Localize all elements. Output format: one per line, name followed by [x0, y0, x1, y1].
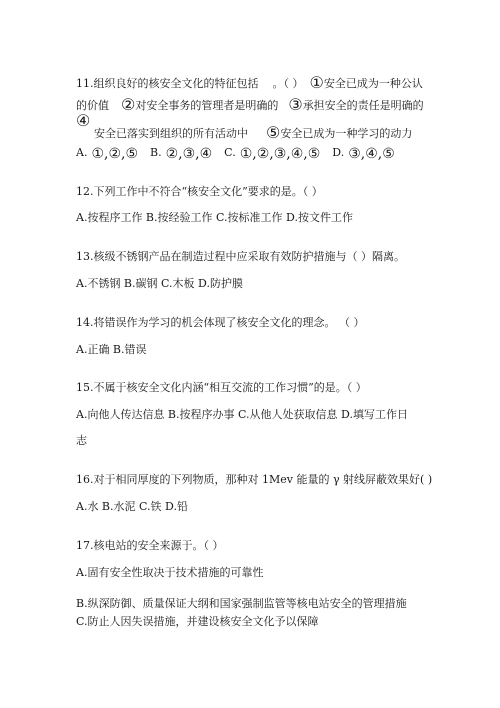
question-11-blank: 。（ ）	[272, 77, 304, 90]
question-16-stem: 16.对于相同厚度的下列物质，那种对 1Mev 能量的 γ 射线屏蔽效果好( )	[76, 473, 433, 486]
statement-2-text: 对安全事务的管理者是明确的	[135, 99, 279, 112]
question-15-stem: 15.不属于核安全文化内涵“相互交流的工作习惯”的是。（ ）	[76, 381, 367, 394]
question-14-options: A.正确 B.错误	[76, 343, 147, 356]
question-11-stem: 11.组织良好的核安全文化的特征包括	[76, 77, 259, 90]
option-a-label: A.	[76, 146, 88, 159]
circled-2: ②	[121, 95, 136, 114]
circled-4: ④	[76, 111, 91, 130]
question-13-options: A.不锈钢 B.碳钢 C.木板 D.防护膜	[76, 277, 243, 290]
question-17-option-a: A.固有安全性取决于技术措施的可靠性	[76, 566, 264, 579]
option-d-label: D.	[332, 146, 345, 159]
question-14-stem: 14.将错误作为学习的机会体现了核安全文化的理念。 （ ）	[76, 316, 365, 329]
question-17-option-b: B.纵深防御、质量保证大纲和国家强制监管等核电站安全的管理措施	[76, 597, 407, 610]
option-b: ②,③,④	[165, 146, 213, 162]
question-12-stem: 12.下列工作中不符合“核安全文化”要求的是。（ ）	[76, 185, 323, 198]
option-c: ①,②,③,④,⑤	[239, 146, 321, 162]
statement-1-text: 安全已成为一种公认	[323, 77, 423, 90]
question-12-options: A.按程序工作 B.按经验工作 C.按标准工作 D.按文件工作	[76, 211, 353, 224]
option-d: ③,④,⑤	[348, 146, 395, 162]
circled-5: ⑤	[266, 123, 281, 142]
question-15-options: A.向他人传达信息 B.按程序办事 C.从他人处获取信息 D.填写工作日	[76, 408, 408, 421]
question-11-options	[76, 146, 395, 161]
statement-3-text: 承担安全的责任是明确的	[302, 99, 424, 112]
option-a: ①,②,⑤	[91, 146, 139, 162]
statement-5-text: 安全已成为一种学习的动力	[280, 127, 413, 140]
circled-3: ③	[288, 95, 303, 114]
statement-1-text-cont: 的价值	[76, 99, 109, 112]
question-13-stem: 13.核级不锈钢产品在制造过程中应采取有效防护措施与（ ）隔离。	[76, 250, 405, 263]
question-17-stem: 17.核电站的安全来源于。（ ）	[76, 539, 224, 552]
option-b-label: B.	[150, 146, 162, 159]
question-15-options-continued: 志	[76, 434, 87, 447]
question-11-line-4	[76, 123, 413, 142]
question-17-option-c: C.防止人因失误措施，并建设核安全文化予以保障	[76, 615, 319, 628]
option-c-label: C.	[224, 146, 236, 159]
question-16-options: A.水 B.水泥 C.铁 D.铅	[76, 500, 188, 513]
circled-1: ①	[309, 73, 324, 92]
statement-4-text: 安全已落实到组织的所有活动中	[94, 127, 248, 140]
question-11-line-2	[76, 95, 424, 114]
question-11-line-1	[76, 73, 423, 92]
